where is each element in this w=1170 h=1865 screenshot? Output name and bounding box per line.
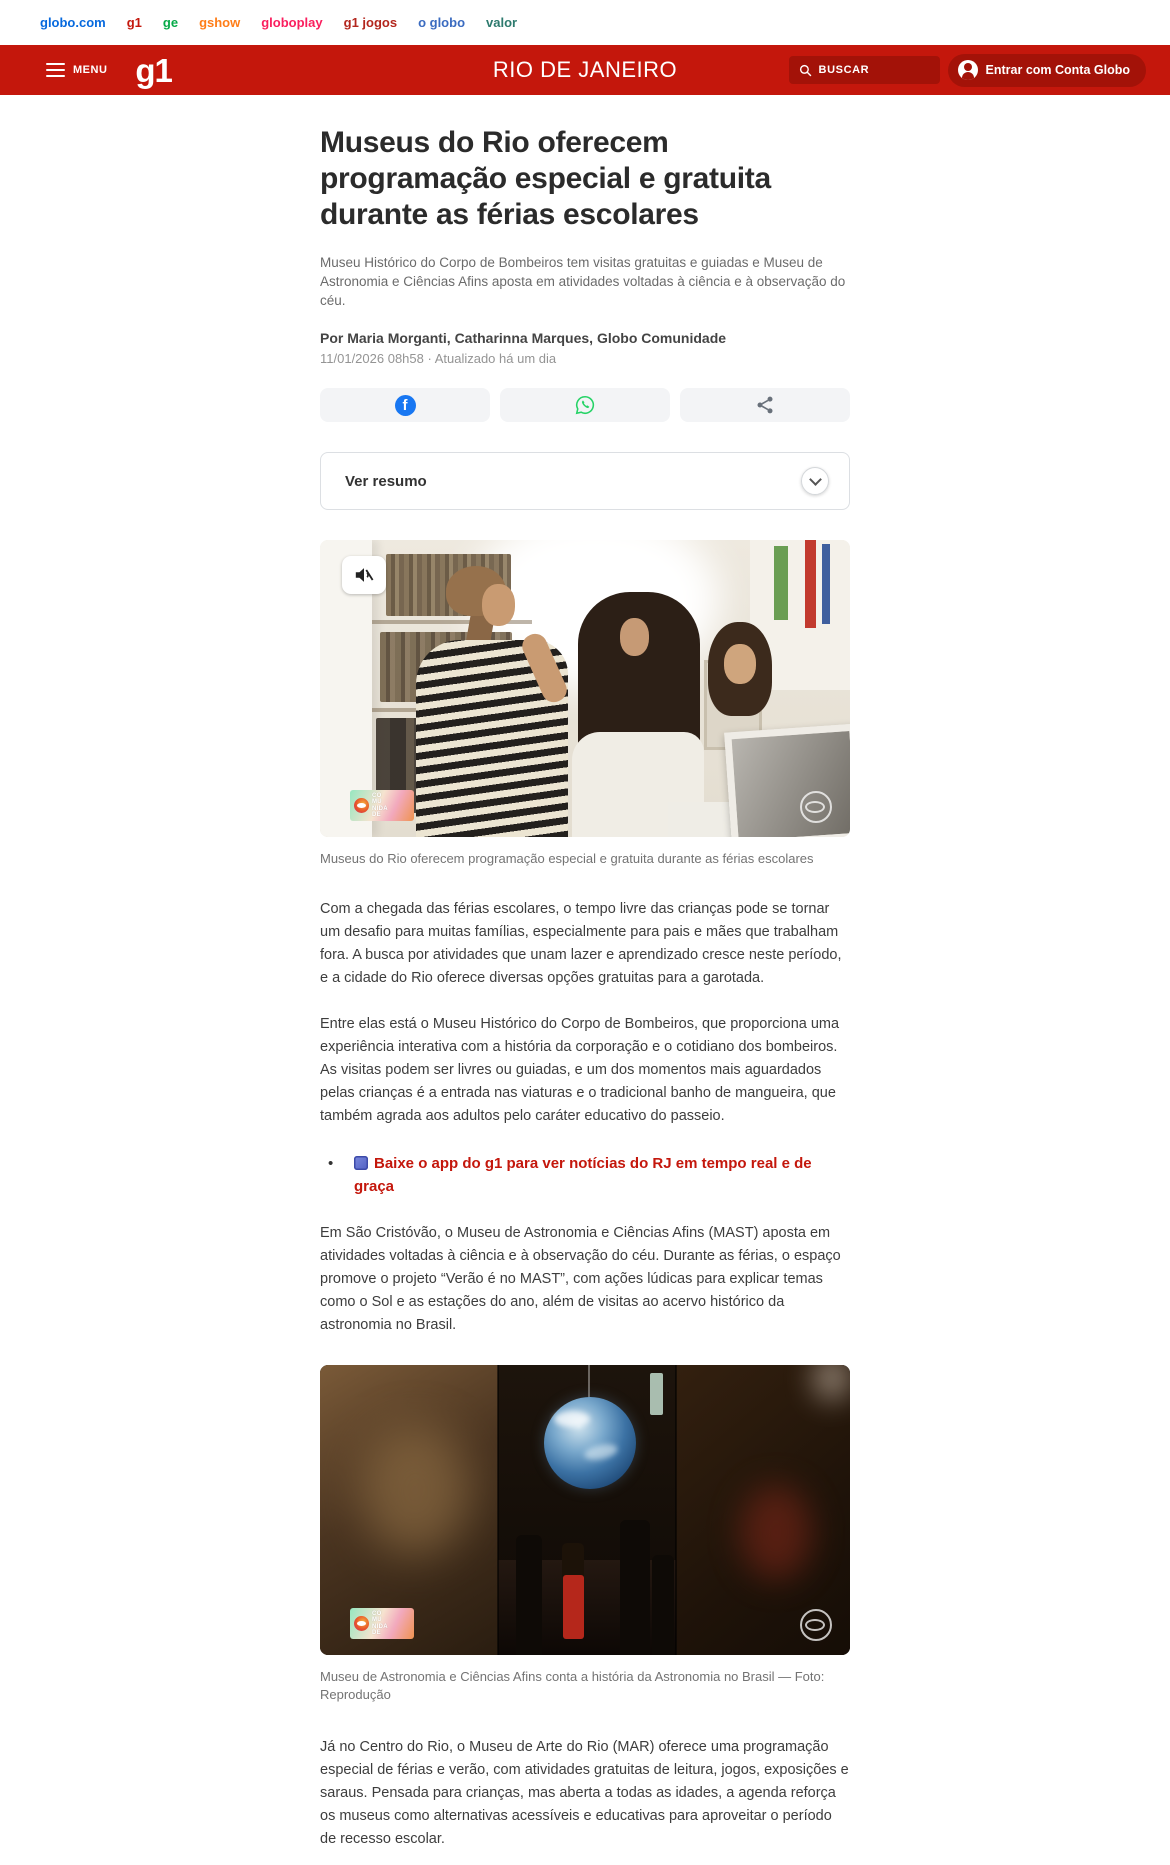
portal-link-g1[interactable]: g1 bbox=[126, 15, 142, 30]
share-facebook-button[interactable] bbox=[320, 388, 490, 422]
paragraph: Entre elas está o Museu Histórico do Corpo de Bombeiros, que proporciona uma experiência interativa com a história da corporação e o cotidiano dos bombeiros. As visitas podem ser livres ou guiadas, e um dos momentos mais aguardados pelas crianças é a entrada nas viaturas e o tradicional banho de mangueira, que também agrada aos adultos pelo caráter educativo do passeio. bbox=[320, 1016, 840, 1124]
whatsapp-icon bbox=[574, 394, 596, 416]
globo-comunidade-badge: CO MU NIDA DE bbox=[350, 1608, 414, 1639]
menu-label: MENU bbox=[73, 64, 108, 76]
login-button[interactable] bbox=[948, 54, 1146, 87]
globo-ball-icon bbox=[354, 1616, 369, 1631]
summary-toggle[interactable] bbox=[320, 452, 850, 510]
search-placeholder: BUSCAR bbox=[818, 64, 870, 76]
portal-link-o-globo[interactable]: o globo bbox=[418, 15, 466, 30]
video2-caption: Museu de Astronomia e Ciências Afins conta a história da Astronomia no Brasil — Foto: Reprodução bbox=[320, 1669, 825, 1702]
search-icon bbox=[799, 64, 812, 77]
site-header bbox=[0, 45, 1170, 95]
video-player-2[interactable] bbox=[320, 1365, 850, 1655]
share-buttons-row bbox=[320, 388, 850, 422]
app-promo-list-item bbox=[320, 1152, 850, 1198]
account-icon bbox=[958, 60, 978, 80]
portal-link-globoplay[interactable]: globoplay bbox=[261, 15, 323, 30]
globo-ball-icon bbox=[354, 798, 369, 813]
globo-watermark-icon bbox=[800, 791, 832, 823]
article-title: Museus do Rio oferecem programação especial e gratuita durante as férias escolares bbox=[320, 126, 771, 231]
portal-link-g1-jogos[interactable]: g1 jogos bbox=[343, 15, 398, 30]
facebook-icon: f bbox=[395, 395, 416, 416]
paragraph: Já no Centro do Rio, o Museu de Arte do Rio (MAR) oferece uma programação especial de férias e verão, com atividades gratuitas de leitura, jogos, exposições e saraus. Pensada para crianças, mas aberta a todas as idades, a agenda reforça os museus como alternativas acessíveis e educativas para aproveitar o período de recesso escolar. bbox=[320, 1739, 849, 1847]
share-whatsapp-button[interactable] bbox=[500, 388, 670, 422]
article-column bbox=[320, 125, 850, 1851]
section-title: RIO DE JANEIRO bbox=[492, 57, 678, 82]
login-label: Entrar com Conta Globo bbox=[985, 63, 1130, 77]
portal-link-valor[interactable]: valor bbox=[486, 15, 518, 30]
mobile-app-icon bbox=[354, 1156, 368, 1170]
article-subtitle: Museu Histórico do Corpo de Bombeiros tem visitas gratuitas e guiadas e Museu de Astronomia e Ciências Afins aposta em atividades voltadas à ciência e à observação do céu. bbox=[320, 255, 846, 308]
earth-globe bbox=[544, 1397, 636, 1489]
article-byline: Por Maria Morganti, Catharinna Marques, Globo Comunidade bbox=[320, 330, 727, 346]
muted-speaker-icon bbox=[353, 565, 375, 585]
mute-button[interactable] bbox=[342, 556, 386, 594]
chevron-down-icon[interactable] bbox=[801, 467, 829, 495]
hamburger-icon bbox=[46, 63, 65, 77]
share-nodes-icon bbox=[755, 395, 775, 415]
paragraph: Em São Cristóvão, o Museu de Astronomia e Ciências Afins (MAST) aposta em atividades voltadas à ciência e à observação do céu. Durante as férias, o espaço promove o projeto “Verão é no MAST”, com ações lúdicas para explicar temas como o Sol e as estações do ano, além de visitas ao acervo histórico da astronomia no Brasil. bbox=[320, 1225, 841, 1333]
video1-caption: Museus do Rio oferecem programação especial e gratuita durante as férias escolares bbox=[320, 851, 814, 866]
globo-watermark-icon bbox=[800, 1609, 832, 1641]
globo-comunidade-badge: CO MU NIDA DE bbox=[350, 790, 414, 821]
portal-links-bar bbox=[0, 0, 1170, 45]
portal-link-ge[interactable]: ge bbox=[162, 15, 179, 30]
share-more-button[interactable] bbox=[680, 388, 850, 422]
article-dateline: 11/01/2026 08h58 · Atualizado há um dia bbox=[320, 351, 557, 366]
header-right-controls bbox=[789, 54, 1146, 87]
search-input[interactable] bbox=[789, 56, 940, 84]
summary-toggle-label: Ver resumo bbox=[345, 472, 427, 490]
video-player-1[interactable] bbox=[320, 540, 850, 837]
paragraph: Com a chegada das férias escolares, o tempo livre das crianças pode se tornar um desafio para muitas famílias, especialmente para pais e mães que trabalham fora. A busca por atividades que unam lazer e aprendizado cresce neste período, e a cidade do Rio oferece diversas opções gratuitas para a garotada. bbox=[320, 901, 842, 986]
g1-logo[interactable]: g1 bbox=[135, 51, 172, 89]
portal-link-globo-com[interactable]: globo.com bbox=[40, 15, 106, 30]
menu-button[interactable] bbox=[46, 63, 107, 77]
bullet-marker: • bbox=[328, 1155, 334, 1172]
portal-link-gshow[interactable]: gshow bbox=[199, 15, 241, 30]
app-download-link[interactable]: Baixe o app do g1 para ver notícias do RJ em tempo real e de graça bbox=[354, 1155, 812, 1195]
